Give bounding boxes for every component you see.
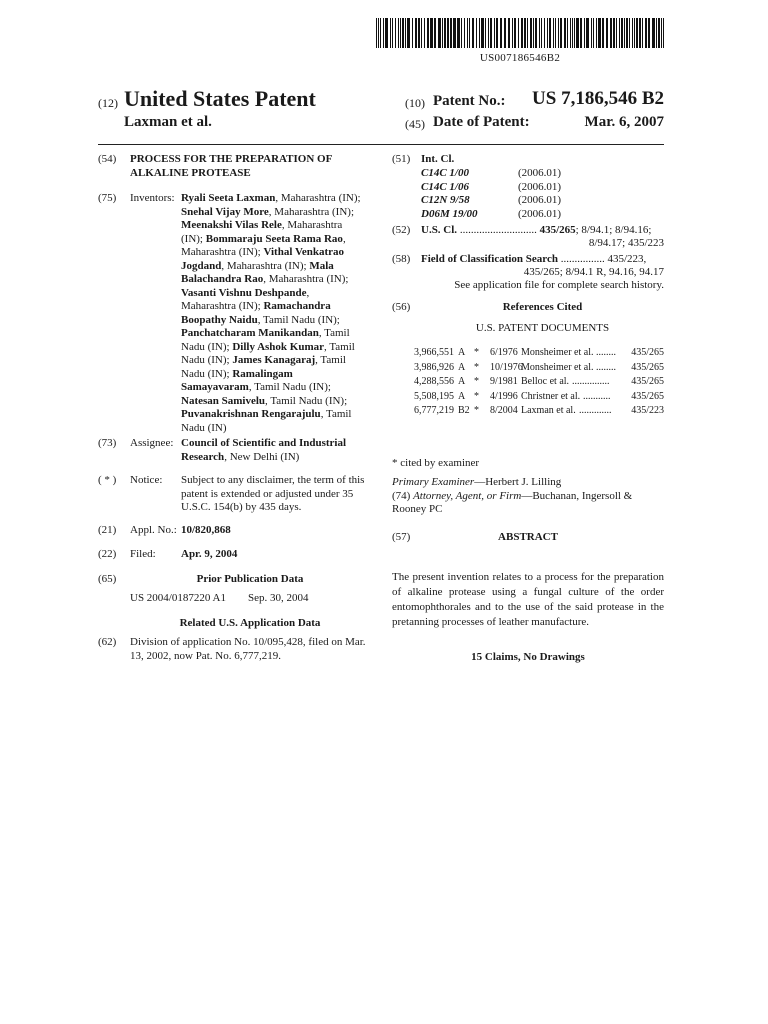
barcode-bar [535,18,537,48]
barcode-bar [626,18,628,48]
date-of-patent: Mar. 6, 2007 [584,114,664,130]
reference-date: 4/1996 [490,390,518,402]
barcode-bar [642,18,643,48]
inventor-line [181,381,371,395]
inventor-name: Dilly Ashok Kumar [232,340,325,353]
inventor-location: , Tamil [324,340,355,353]
field-search-line-3: See application file for complete search history. [454,279,664,291]
inventor-line [181,233,371,247]
barcode-bar [518,18,519,48]
us-cl-line-2: 8/94.17; 435/223 [588,237,664,249]
inventor-line [181,192,371,206]
code-45: (45) [405,117,425,131]
barcode-bar [447,18,449,48]
barcode-bar [533,18,534,48]
barcode-bar [610,18,612,48]
us-cl-rest: ; 8/94.1; 8/94.16; [575,224,652,236]
barcode-graphic [376,18,664,48]
barcode-bar [596,18,597,48]
code-12: (12) [98,96,118,110]
inventor-name: Balachandra Rao [181,273,264,285]
attorney-name: —Buchanan, Ingersoll & [521,490,633,502]
reference-star: * [474,390,479,402]
reference-dots: ............... [572,376,610,387]
barcode-bar [661,18,662,48]
barcode-bar [424,18,425,48]
inventor-name: Boopathy Naidu [181,313,258,326]
barcode-bar [500,18,502,48]
barcode-bar [558,18,559,48]
int-cl-version: (2006.01) [518,180,562,193]
primary-examiner-name: —Herbert J. Lilling [474,476,562,488]
inventor-line [181,395,371,409]
inventor-name: Ramalingam [232,367,293,380]
us-cl-line [421,224,664,238]
patent-number: US 7,186,546 B2 [532,88,664,109]
barcode-bar [415,18,417,48]
assignee-value [181,437,371,464]
patent-no-label: Patent No.: [433,93,506,109]
abstract-line: of alkaline protease using a fungal culture of the order [392,586,664,598]
inventor-location: Nadu (IN); [181,367,233,380]
inventor-location: , [306,286,310,299]
inventor-name: Snehal Vijay More [181,205,269,218]
barcode-bar [430,18,433,48]
inventor-line [181,273,371,287]
barcode-bar [508,18,510,48]
code-57: (57) [392,531,411,543]
reference-no: 5,508,195 [414,390,454,402]
header-divider [98,144,664,145]
int-cl-code: C12N 9/58 [421,194,470,206]
code-65: (65) [98,573,117,585]
reference-cls: 435/265 [631,347,664,358]
int-cl-code: D06M 19/00 [421,207,478,220]
barcode-bar [567,18,568,48]
barcode-bar [395,18,396,48]
reference-who: Monsheimer et al. [521,361,594,373]
barcode-bar [457,18,460,48]
abstract-text [392,570,664,630]
barcode-bar [496,18,498,48]
attorney-line [392,490,664,504]
code-73: (73) [98,437,117,449]
cited-by-examiner: * cited by examiner [392,457,480,469]
barcode-bar [400,18,401,48]
invention-title-line: ALKALINE PROTEASE [130,166,251,179]
invention-title-line: PROCESS FOR THE PREPARATION OF [130,153,333,165]
division-line: Division of application No. 10/095,428, filed on Mar. [130,636,366,648]
reference-row [410,376,664,389]
reference-who: Belloc et al. [521,376,570,387]
barcode-bar [580,18,582,48]
barcode-bar [464,18,465,48]
barcode-bar [472,18,474,48]
inventor-location: , Tamil [315,354,346,366]
inventor-name: Natesan Samivelu [181,394,266,407]
barcode-bar [450,18,452,48]
inventor-name: Vasanti Vishnu Deshpande [181,286,307,299]
reference-kind: B2 [458,405,470,416]
reference-star: * [474,361,479,373]
field-search-label: Field of Classification Search [421,253,558,265]
abstract-heading: ABSTRACT [498,531,558,543]
inventor-location: Maharashtra (IN); [181,246,264,258]
barcode-bar [639,18,641,48]
notice-label: Notice: [130,474,163,486]
barcode-bar [390,18,391,48]
inventor-line [181,327,371,341]
barcode-bar [418,18,420,48]
inventor-name: Vithal Venkatrao [263,246,345,258]
notice-line: patent is extended or adjusted under 35 [181,487,354,500]
invention-title [130,153,332,180]
prior-publication-number: US 2004/0187220 A1 [130,592,226,604]
reference-kind: A [458,390,466,402]
barcode-bar [544,18,545,48]
barcode-bar [504,18,506,48]
barcode-bar [560,18,562,48]
prior-publication-date: Sep. 30, 2004 [248,592,309,604]
inventor-location: Nadu (IN); [181,354,233,366]
field-search-leader: ................ [560,253,605,265]
code-54: (54) [98,153,117,165]
code-21: (21) [98,524,117,536]
assignee-location-line [181,451,371,465]
barcode-bar [380,18,381,48]
int-cl-version: (2006.01) [518,194,562,206]
attorney-label: Attorney, Agent, or Firm [413,490,522,502]
reference-cls: 435/223 [631,405,664,416]
filed-date: Apr. 9, 2004 [181,548,238,560]
reference-dots: ............. [579,405,612,416]
notice-line: U.S.C. 154(b) by 435 days. [181,501,302,513]
inventor-line [181,287,371,301]
inventor-name: Panchatcharam Manikandan [181,327,319,339]
code-52: (52) [392,224,411,236]
barcode-bar [606,18,608,48]
barcode-bar [663,18,664,48]
inventor-line [181,246,371,260]
abstract-line: The present invention relates to a process for the preparation [392,571,664,583]
barcode-bar [524,18,526,48]
primary-examiner-line [392,476,561,490]
inventor-name: Mala [309,259,334,272]
reference-who: Laxman et al. [521,405,576,416]
inventor-name: Ryali Seeta Laxman [181,192,276,204]
barcode-bar [549,18,551,48]
reference-date: 10/1976 [490,361,523,373]
us-cl-leader: ............................ [459,224,537,236]
barcode-bar [572,18,573,48]
division-line: 13, 2002, now Pat. No. 6,777,219. [130,649,281,662]
reference-date: 6/1976 [490,347,518,358]
barcode-bar [398,18,399,48]
barcode-bar [634,18,635,48]
barcode-bar [383,18,384,48]
barcode-bar [521,18,523,48]
barcode-bar [624,18,625,48]
barcode-bar [479,18,480,48]
reference-date: 8/2004 [490,405,518,416]
inventor-location: , Tamil [318,327,350,339]
int-cl-version: (2006.01) [518,167,562,179]
int-cl-label: Int. Cl. [421,153,455,165]
barcode-bar [584,18,585,48]
us-cl-label: U.S. Cl. [421,224,458,236]
inventor-name: Ramachandra [263,300,331,312]
barcode-bar [444,18,446,48]
barcode-bar [376,18,377,48]
appl-no-label: Appl. No.: [130,524,177,536]
code-74: (74) [392,490,411,502]
barcode-bar [427,18,429,48]
int-cl-code: C14C 1/06 [421,180,469,193]
barcode-bar [586,18,589,48]
barcode-bar [407,18,410,48]
inventor-location: , Tamil [320,408,352,420]
assignee-name-line: Council of Scientific and Industrial [181,437,347,449]
field-search-value: 435/223, [607,253,647,265]
inventor-location: (IN); [181,232,206,245]
code-56: (56) [392,301,411,313]
barcode-bar [574,18,575,48]
inventor-name: Samayavaram [181,381,249,393]
date-of-patent-label: Date of Patent: [433,114,530,130]
barcode-bar [541,18,542,48]
barcode-bar [476,18,477,48]
reference-cls: 435/265 [631,390,664,402]
barcode-bar [555,18,556,48]
inventor-line [181,408,371,422]
code-62: (62) [98,636,117,648]
inventor-line [181,354,371,368]
notice-text [181,474,371,515]
barcode-bar [632,18,633,48]
inventor-location: , Maharashtra (IN); [221,259,310,272]
assignee-location: , New Delhi (IN) [224,450,300,463]
inventor-name: Meenakshi Vilas Rele [181,219,282,231]
inventor-location: , Maharashtra (IN); [268,205,355,218]
inventor-name: James Kanagaraj [232,354,316,366]
code-10: (10) [405,96,425,110]
inventor-line [181,219,371,233]
abstract-line: pretanning processes of leather manufacture. [392,616,589,628]
inventors-label: Inventors: [130,192,175,204]
inventor-location: Maharashtra (IN); [181,300,264,312]
division-text [130,636,375,663]
reference-dots: ........ [596,347,616,358]
int-cl-version: (2006.01) [518,207,562,220]
inventor-location: , Tamil Nadu (IN); [248,381,331,393]
appl-no: 10/820,868 [181,524,231,536]
barcode-bar [553,18,554,48]
barcode-bar [648,18,650,48]
barcode-bar [613,18,615,48]
filed-label: Filed: [130,548,156,560]
primary-examiner-label: Primary Examiner [392,476,475,488]
reference-kind: A [458,361,466,373]
reference-dots: ........... [583,390,611,402]
reference-star: * [474,376,479,387]
reference-date: 9/1981 [490,376,518,387]
notice-line: Subject to any disclaimer, the term of this [181,474,365,486]
reference-dots: ........ [596,361,616,373]
inventor-line [181,260,371,274]
barcode-bar [469,18,470,48]
barcode-bar [576,18,579,48]
reference-kind: A [458,347,466,358]
related-application-heading: Related U.S. Application Data [179,617,321,629]
barcode-bar [412,18,413,48]
barcode-bar [490,18,492,48]
barcode-bar [656,18,657,48]
barcode-bar [530,18,532,48]
reference-no: 4,288,556 [414,376,454,387]
inventor-location: Nadu (IN) [181,421,227,434]
barcode-bar [527,18,528,48]
reference-no: 3,966,551 [414,347,454,358]
barcode-bar [405,18,406,48]
barcode-bar [512,18,513,48]
barcode-bar [629,18,630,48]
barcode-bar [645,18,647,48]
barcode-bar [619,18,620,48]
claims-summary: 15 Claims, No Drawings [471,651,585,663]
inventor-line [181,300,371,314]
inventor-location: , Maharashtra (IN); [263,273,349,285]
reference-kind: A [458,376,466,387]
inventor-location: , Maharashtra (IN); [275,192,361,204]
assignee-label: Assignee: [130,437,174,449]
barcode-bar [591,18,592,48]
reference-row [410,405,664,418]
barcode-bar [442,18,443,48]
code-notice: ( * ) [98,474,117,486]
barcode-bar [564,18,566,48]
barcode-bar [494,18,495,48]
reference-who: Christner et al. [521,390,581,402]
reference-cls: 435/265 [631,376,664,387]
barcode-bar [636,18,638,48]
code-75: (75) [98,192,117,204]
code-51: (51) [392,153,411,165]
reference-row [410,391,664,404]
reference-row [410,362,664,375]
us-cl-main: 435/265 [539,224,576,236]
barcode-bar [602,18,604,48]
inventor-location: , [342,232,346,245]
inventor-name: Bommaraju Seeta Rama Rao [205,232,343,245]
int-cl-code: C14C 1/00 [421,167,469,179]
inventor-location: , Tamil Nadu (IN); [265,394,348,407]
us-patent-documents-heading: U.S. PATENT DOCUMENTS [475,322,610,334]
field-search-line-2: 435/265; 8/94.1 R, 94.16, 94.17 [523,266,664,278]
barcode-bar [539,18,540,48]
inventor-line [181,341,371,355]
barcode-bar [485,18,486,48]
barcode-bar [453,18,456,48]
code-22: (22) [98,548,117,560]
inventors-list [181,192,371,435]
inventor-line [181,422,371,436]
barcode-bar [421,18,422,48]
prior-publication-heading: Prior Publication Data [196,573,304,585]
code-58: (58) [392,253,411,265]
barcode-bar [658,18,660,48]
barcode-bar [385,18,388,48]
inventor-short-name: Laxman et al. [124,114,212,130]
barcode-bar [461,18,462,48]
inventor-name: Puvanakrishnan Rengarajulu [181,408,321,420]
barcode-bar [652,18,655,48]
barcode-bar [616,18,617,48]
inventor-location: , Maharashtra [281,219,343,231]
barcode-bar [514,18,516,48]
reference-row [410,347,664,360]
barcode-bar [392,18,393,48]
barcode-bar [438,18,441,48]
inventor-location: Nadu (IN); [181,340,233,353]
barcode-bar [481,18,484,48]
inventor-location: , Tamil Nadu (IN); [257,313,340,326]
attorney-line-2: Rooney PC [392,503,443,515]
barcode-bar [570,18,571,48]
reference-star: * [474,347,479,358]
barcode-bar [621,18,623,48]
barcode-bar [434,18,436,48]
reference-star: * [474,405,479,416]
barcode-bar [547,18,548,48]
inventor-name: Jogdand [181,259,222,272]
barcode-bar [598,18,601,48]
abstract-line: entomophthorales and to the use of the said protease in the [392,601,664,613]
barcode-bar [378,18,379,48]
references-heading: References Cited [502,301,583,313]
barcode-bar [593,18,594,48]
assignee-name-part: Research [181,450,225,463]
inventor-line [181,314,371,328]
inventor-line [181,368,371,382]
reference-no: 6,777,219 [414,405,454,416]
barcode-bar [488,18,489,48]
barcode-bar [467,18,468,48]
inventor-line [181,206,371,220]
reference-no: 3,986,926 [414,361,454,373]
patent-country-title: United States Patent [124,86,316,111]
reference-cls: 435/265 [631,361,664,373]
reference-who: Monsheimer et al. [521,347,594,358]
barcode-number: US007186546B2 [479,52,561,64]
barcode-bar [402,18,404,48]
field-search-line [421,253,664,267]
